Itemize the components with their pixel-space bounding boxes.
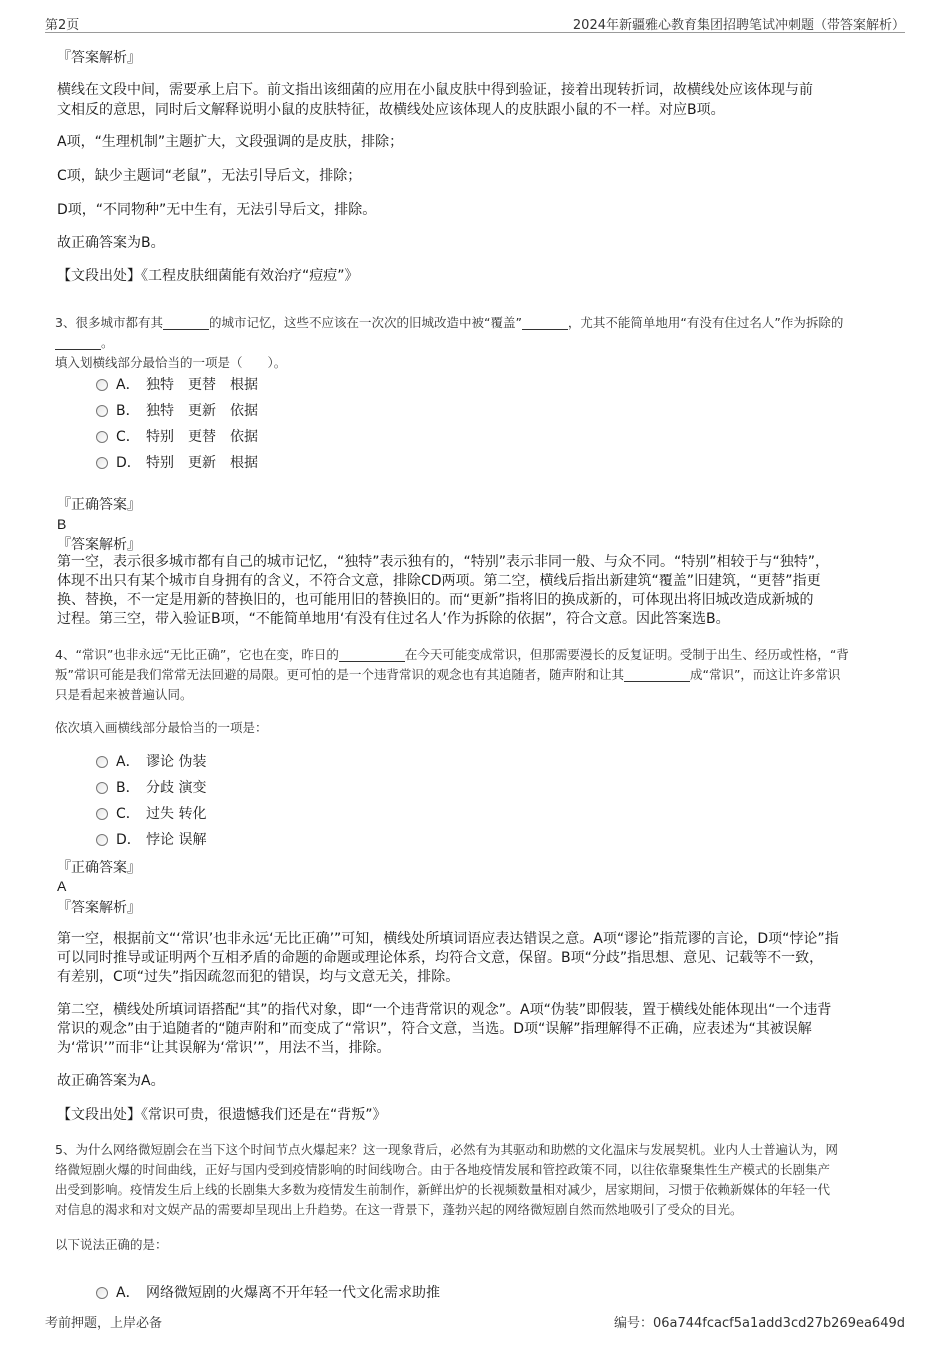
q5-stem-line: 出受到影响。疫情发生后上线的长剧集大多数为疫情发生前制作，新鲜出炉的长视频数量相对减少，居家期间，习惯于依赖新媒体的年轻一代 xyxy=(55,1182,831,1197)
radio-button[interactable] xyxy=(96,808,108,820)
radio-button[interactable] xyxy=(96,457,108,469)
blank xyxy=(55,335,101,350)
q3-option-b[interactable]: B． 独特 更新 依据 xyxy=(96,401,258,421)
document-title: 2024年新疆雅心教育集团招聘笔试冲刺题（带答案解析） xyxy=(572,18,905,33)
q4-stem: 只是看起来被普遍认同。 xyxy=(55,687,193,702)
radio-button[interactable] xyxy=(96,379,108,391)
q4-explanation-line: 为‘常识’”而非“让其误解为‘常识’”，用法不当，排除。 xyxy=(57,1040,391,1056)
q3-explanation-line: 换、替换，不一定是用新的替换旧的，也可能用旧的替换旧的。而“更新”指将旧的换成新的，可体现出将旧城改造成新城的 xyxy=(57,592,814,608)
q3-answer: B xyxy=(57,516,67,532)
q2-option-a-note: A项，“生理机制”主题扩大，文段强调的是皮肤，排除； xyxy=(57,134,404,150)
q4-stem: 4、“常识”也非永远“无比正确”，它也在变，昨日的 在今天可能变成常识，但那需要漫长的反复证明。受制于出生、经历或性格，“背 xyxy=(55,647,849,662)
q2-explanation-line: 横线在文段中间，需要承上启下。前文指出该细菌的应用在小鼠皮肤中得到验证，接着出现转折词，故横线处应该体现与前 xyxy=(57,82,813,98)
q4-option-d[interactable]: D． 悖论 误解 xyxy=(96,830,206,850)
q2-option-d-note: D项，“不同物种”无中生有，无法引导后文，排除。 xyxy=(57,202,377,218)
q5-prompt: 以下说法正确的是： xyxy=(55,1237,168,1252)
q4-explanation-line: 常识的观念”由于追随者的“随声附和”而变成了“常识”，符合文意，当选。D项“误解”指理解得不正确，应表述为“其被误解 xyxy=(57,1021,812,1037)
page-header xyxy=(45,12,905,33)
q3-explanation-line: 第一空，表示很多城市都有自己的城市记忆，“独特”表示独有的，“特别”表示非同一般、与众不同。“特别”相较于与“独特”， xyxy=(57,554,830,570)
q2-explanation-line: 文相反的意思，同时后文解释说明小鼠的皮肤特征，故横线处应该体现人的皮肤跟小鼠的不一样。对应B项。 xyxy=(57,102,725,118)
q5-stem-line: 络微短剧火爆的时间曲线，正好与国内受到疫情影响的时间线吻合。由于各地疫情发展和管控政策不同，以往依靠聚集性生产模式的长剧集产 xyxy=(55,1162,831,1177)
blank xyxy=(522,315,568,330)
q3-option-a[interactable]: A． 独特 更替 根据 xyxy=(96,375,258,395)
document-id: 编号：06a744fcacf5a1add3cd27b269ea649d xyxy=(613,1316,905,1331)
blank xyxy=(624,667,690,682)
q4-explanation-line: 第二空，横线处所填词语搭配“其”的指代对象，即“一个违背常识的观念”。A项“伪装”即假装，置于横线处能体现出“一个违背 xyxy=(57,1002,832,1018)
q2-option-c-note: C项，缺少主题词“老鼠”，无法引导后文，排除； xyxy=(57,168,362,184)
radio-button[interactable] xyxy=(96,756,108,768)
q4-explanation-line: 第一空，根据前文“‘常识’也非永远‘无比正确’”可知，横线处所填词语应表达错误之意。A项“谬论”指荒谬的言论，D项“悖论”指 xyxy=(57,931,839,947)
q3-jiexi-label: 『答案解析』 xyxy=(57,537,141,553)
radio-button[interactable] xyxy=(96,431,108,443)
radio-button[interactable] xyxy=(96,405,108,417)
radio-button[interactable] xyxy=(96,834,108,846)
radio-button[interactable] xyxy=(96,782,108,794)
blank xyxy=(163,315,209,330)
q4-stem: 叛”常识可能是我们常常无法回避的局限。更可怕的是一个违背常识的观念也有其追随者，随声附和让其 成“常识”，而这让许多常识 xyxy=(55,667,841,682)
page-footer xyxy=(45,1312,905,1330)
q4-option-c[interactable]: C． 过失 转化 xyxy=(96,804,206,824)
q3-stem: 3、很多城市都有其 的城市记忆，这些不应该在一次次的旧城改造中被“覆盖” ，尤其不能简单地用“有没有住过名人”作为拆除的 xyxy=(55,315,844,330)
q5-option-a[interactable]: A． 网络微短剧的火爆离不开年轻一代文化需求助推 xyxy=(96,1283,440,1303)
q4-answer-label: 『正确答案』 xyxy=(57,860,141,876)
q2-source: 【文段出处】《工程皮肤细菌能有效治疗“痘痘”》 xyxy=(57,268,359,284)
q2-conclusion: 故正确答案为B。 xyxy=(57,235,165,251)
q4-answer: A xyxy=(57,878,67,894)
q4-option-a[interactable]: A． 谬论 伪装 xyxy=(96,752,206,772)
q3-option-c[interactable]: C． 特别 更替 依据 xyxy=(96,427,258,447)
q4-option-b[interactable]: B． 分歧 演变 xyxy=(96,778,206,798)
q5-stem-line: 对信息的渴求和对文娱产品的需要却呈现出上升趋势。在这一背景下，蓬勃兴起的网络微短剧自然而然地吸引了受众的目光。 xyxy=(55,1202,743,1217)
q3-prompt: 填入划横线部分最恰当的一项是（ ）。 xyxy=(55,355,287,370)
q4-explanation-line: 可以同时推导或证明两个互相矛盾的命题的命题或理论体系，均符合文意，保留。B项“分歧”指思想、意见、记载等不一致， xyxy=(57,950,824,966)
q4-conclusion: 故正确答案为A。 xyxy=(57,1073,165,1089)
radio-button[interactable] xyxy=(96,1287,108,1299)
blank xyxy=(339,647,405,662)
q2-jiexi-label: 『答案解析』 xyxy=(57,50,141,66)
q4-source: 【文段出处】《常识可贵，很遗憾我们还是在“背叛”》 xyxy=(57,1107,387,1123)
q4-prompt: 依次填入画横线部分最恰当的一项是： xyxy=(55,720,268,735)
q4-jiexi-label: 『答案解析』 xyxy=(57,900,141,916)
q3-stem-end: 。 xyxy=(55,333,895,353)
q3-explanation-line: 体现不出只有某个城市自身拥有的含义，不符合文意，排除CD两项。第二空，横线后指出新建筑“覆盖”旧建筑，“更替”指更 xyxy=(57,573,821,589)
q4-explanation-line: 有差别，C项“过失”指因疏忽而犯的错误，均与文意无关，排除。 xyxy=(57,969,460,985)
q3-option-d[interactable]: D． 特别 更新 根据 xyxy=(96,453,258,473)
page-number: 第2页 xyxy=(45,18,80,33)
q3-explanation-line: 过程。第三空，带入验证B项，“不能简单地用‘有没有住过名人’作为拆除的依据”，符合文意。因此答案选B。 xyxy=(57,611,730,627)
q5-stem-line: 5、为什么网络微短剧会在当下这个时间节点火爆起来？这一现象背后，必然有为其驱动和助燃的文化温床与发展契机。业内人士普遍认为，网 xyxy=(55,1142,838,1157)
q3-answer-label: 『正确答案』 xyxy=(57,497,141,513)
footer-slogan: 考前押题，上岸必备 xyxy=(45,1316,163,1331)
